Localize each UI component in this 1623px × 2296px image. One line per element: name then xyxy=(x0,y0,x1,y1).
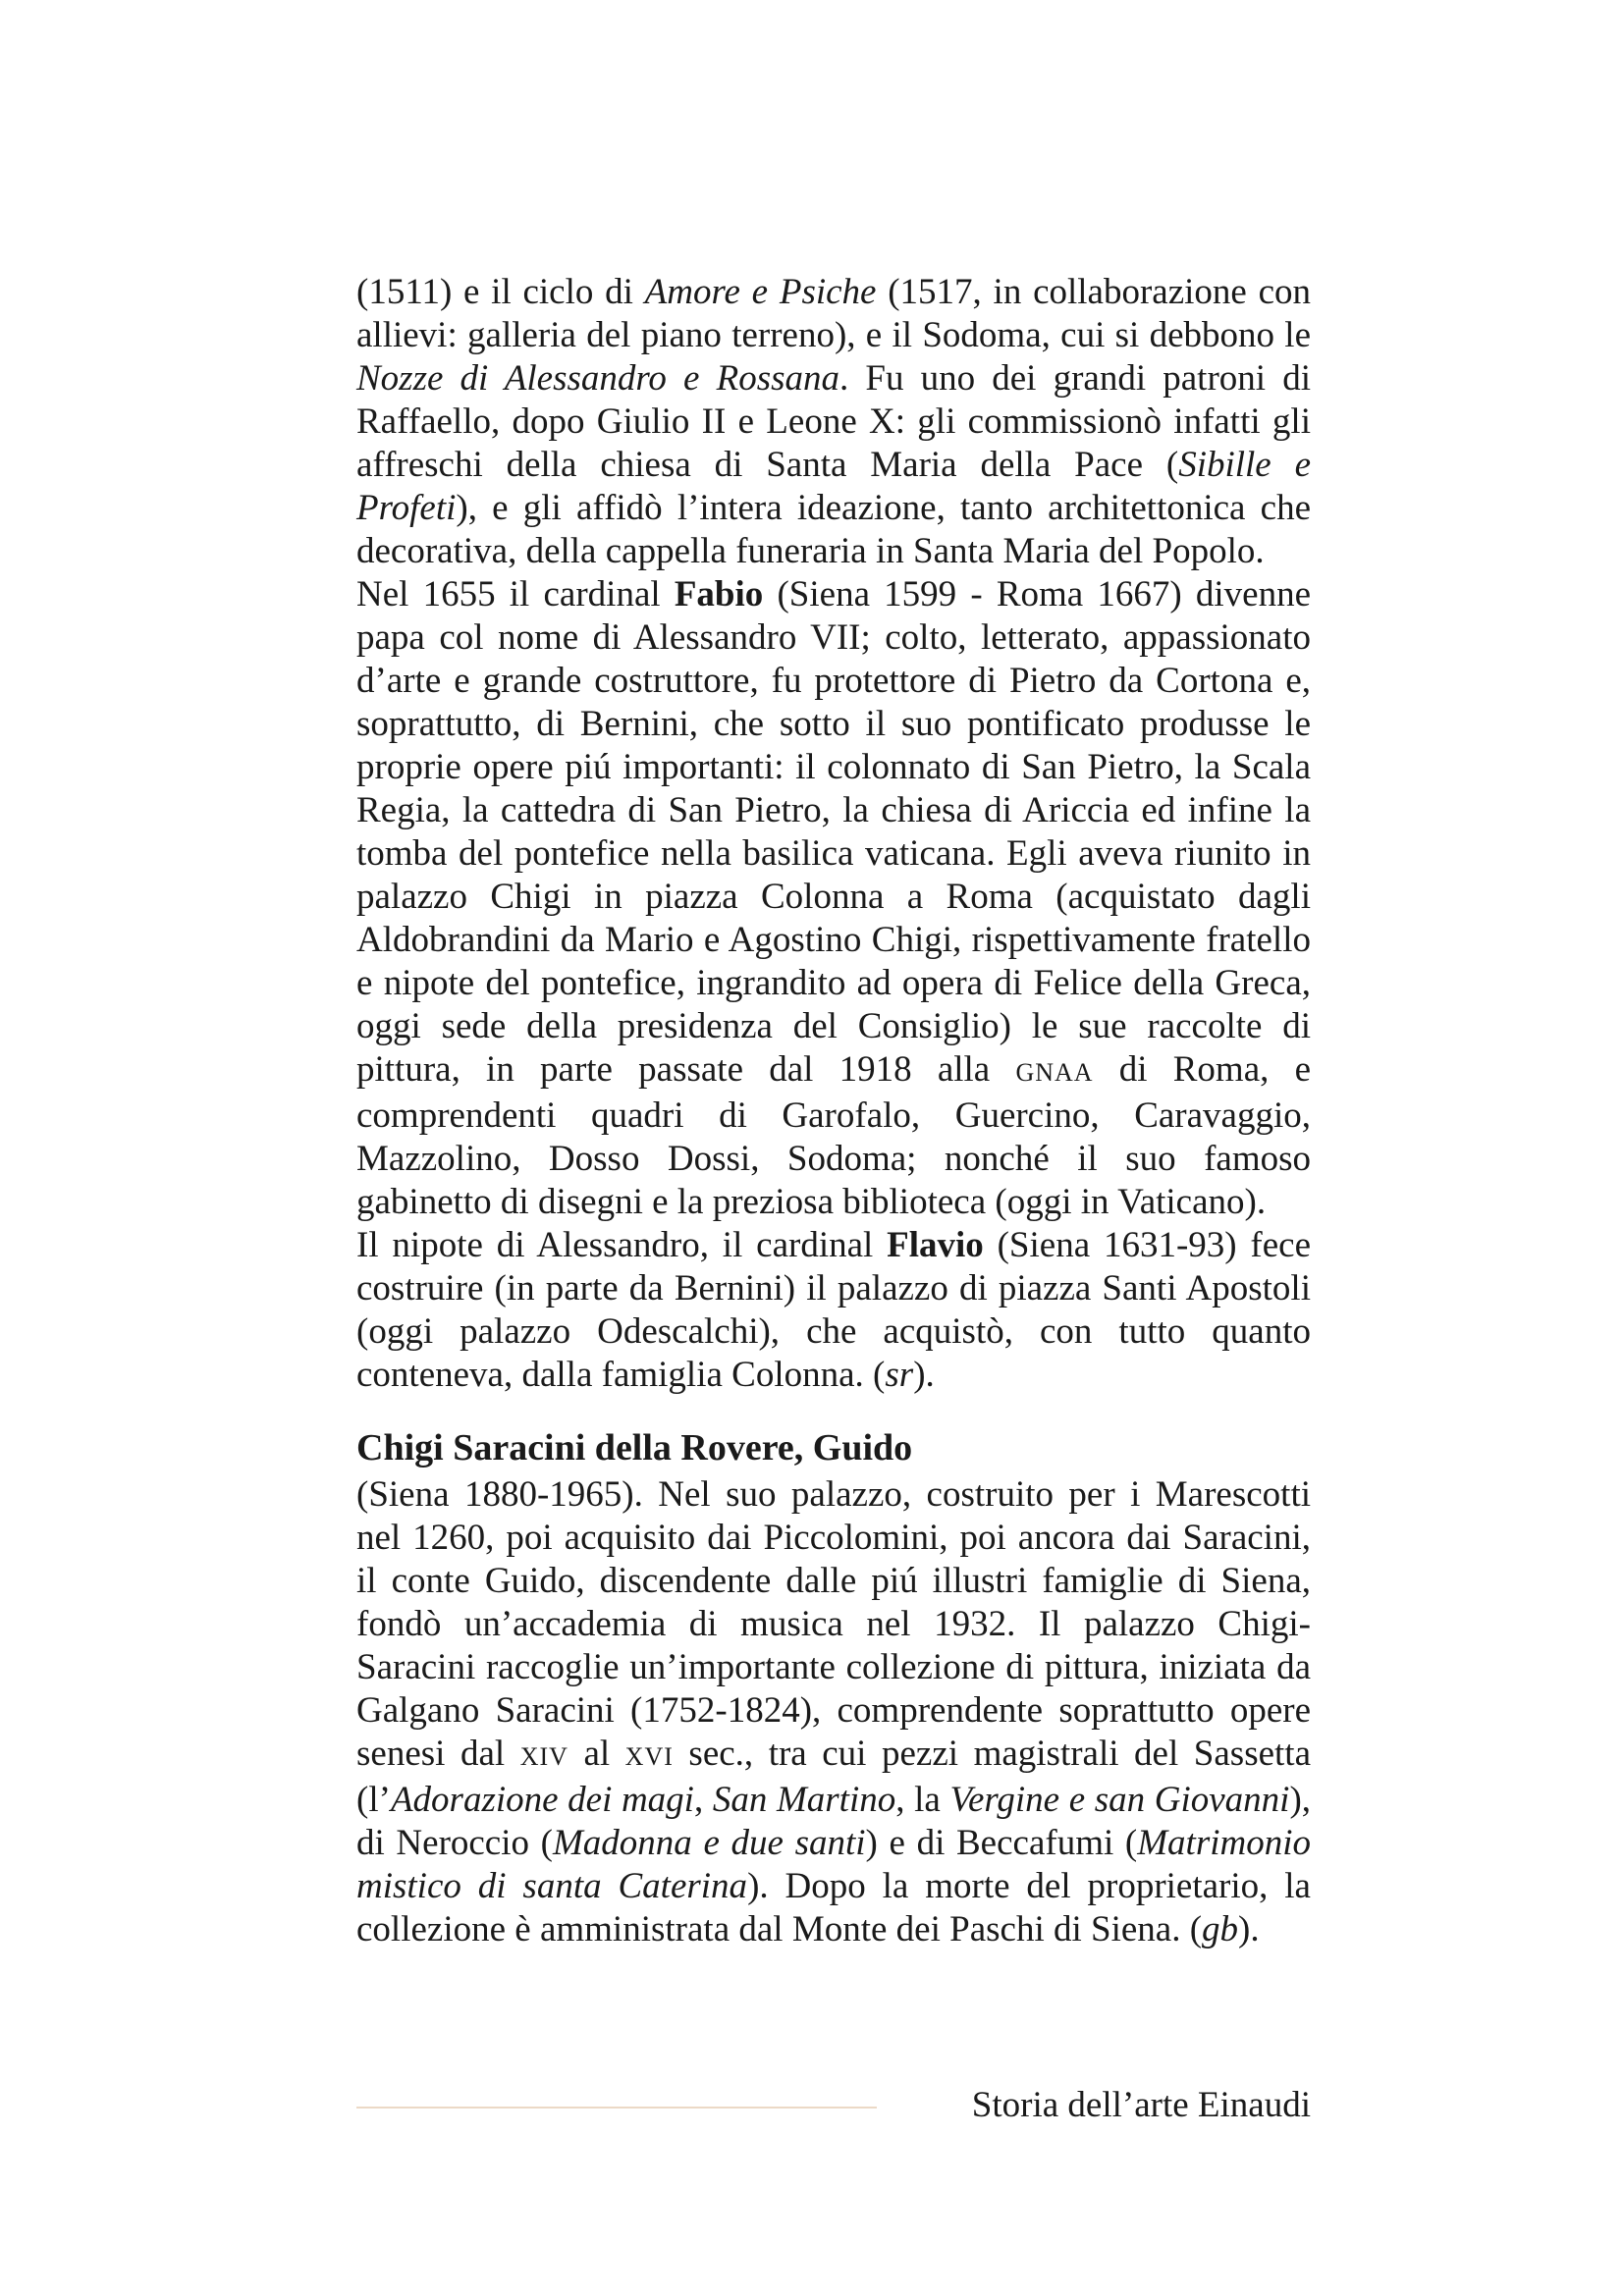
name-flavio: Flavio xyxy=(887,1225,984,1265)
author-initials: gb xyxy=(1202,1909,1239,1949)
footer-title: Storia dell’arte Einaudi xyxy=(971,2085,1311,2125)
paragraph-chigi-saracini: (Siena 1880-1965). Nel suo palazzo, costruito per i Marescotti nel 1260, poi acquisito dai Piccolomini, poi ancora dai Saracini, il conte Guido, discendente dalle piú illustri famiglie di Siena, fondò un’accademia di musica nel 1932. Il palazzo Chigi-Saracini raccoglie un’importante collezione di pittura, iniziata da Galgano Saracini (1752-1824), comprendente soprattutto opere senesi dal XIV al XVI sec., tra cui pezzi magistrali del Sassetta (l’Adorazione dei magi, San Martino, la Vergine e san Giovanni), di Neroccio (Madonna e due santi) e di Beccafumi (Matrimonio mistico di santa Caterina). Dopo la morte del proprietario, la collezione è amministrata dal Monte dei Paschi di Siena. (gb). xyxy=(356,1474,1312,1949)
text-column xyxy=(356,271,1311,1951)
page-footer xyxy=(356,2081,1311,2130)
footer-rule xyxy=(356,2107,877,2109)
name-fabio: Fabio xyxy=(674,574,764,614)
author-initials: sr xyxy=(885,1355,914,1395)
abbr-gnaa: GNAA xyxy=(1015,1058,1094,1087)
paragraph-cardinal-flavio: Il nipote di Alessandro, il cardinal Flavio (Siena 1631-93) fece costruire (in parte da Bernini) il palazzo di piazza Santi Apostoli (oggi palazzo Odescalchi), che acquistò, con tutto quanto conteneva, dalla famiglia Colonna. (sr). xyxy=(356,1225,1311,1395)
paragraph-cardinal-fabio: Nel 1655 il cardinal Fabio (Siena 1599 - Roma 1667) divenne papa col nome di Alessandro VII; colto, letterato, appassionato d’arte e grande costruttore, fu protettore di Pietro da Cortona e, soprattutto, di Bernini, che sotto il suo pontificato produsse le proprie opere piú importanti: il colonnato di San Pietro, la Scala Regia, la cattedra di San Pietro, la chiesa di Ariccia ed infine la tomba del pontefice nella basilica vaticana. Egli aveva riunito in palazzo Chigi in piazza Colonna a Roma (acquistato dagli Aldobrandini da Mario e Agostino Chigi, rispettivamente fratello e nipote del pontefice, ingrandito ad opera di Felice della Greca, oggi sede della presidenza del Consiglio) le sue raccolte di pittura, in parte passate dal 1918 alla GNAA di Roma, e comprendenti quadri di Garofalo, Guercino, Caravaggio, Mazzolino, Dosso Dossi, Sodoma; nonché il suo famoso gabinetto di disegni e la preziosa biblioteca (oggi in Vaticano). xyxy=(356,574,1311,1222)
entry-heading: Chigi Saracini della Rovere, Guido xyxy=(356,1427,913,1468)
paragraph-raphael-patronage: (1511) e il ciclo di Amore e Psiche (1517, in collaborazione con allievi: galleria del piano terreno), e il Sodoma, cui si debbono le Nozze di Alessandro e Rossana. Fu uno dei grandi patroni di Raffaello, dopo Giulio II e Leone X: gli commissionò infatti gli affreschi della chiesa di Santa Maria della Pace (Sibille e Profeti), e gli affidò l’intera ideazione, tanto architettonica che decorativa, della cappella funeraria in Santa Maria del Popolo. xyxy=(356,272,1312,571)
